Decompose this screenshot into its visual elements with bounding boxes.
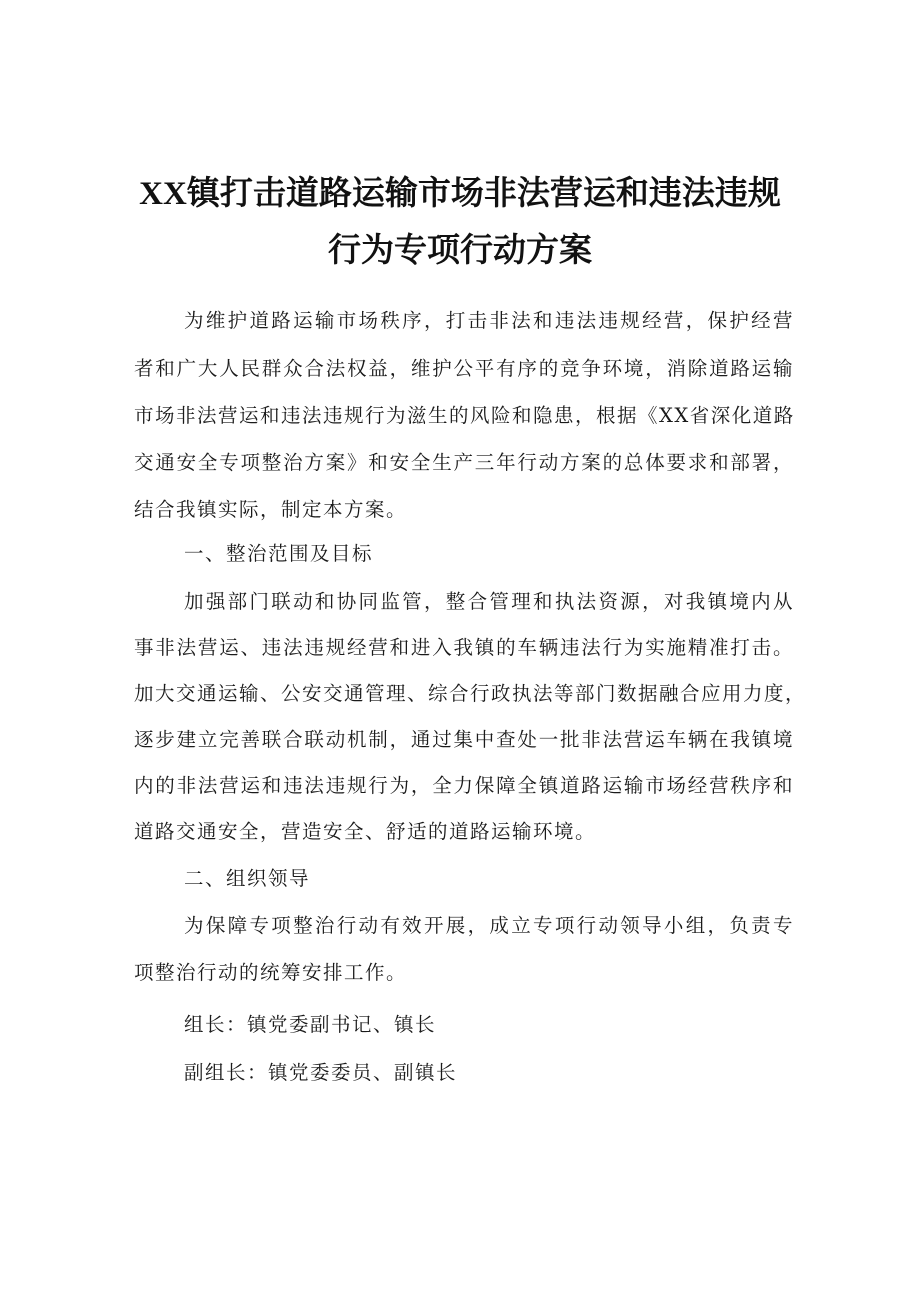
intro-line: 交通安全专项整治方案》和安全生产三年行动方案的总体要求和部署， xyxy=(134,451,794,474)
intro-line: 者和广大人民群众合法权益，维护公平有序的竞争环境，消除道路运输 xyxy=(134,357,794,380)
leader-line: 组长：镇党委副书记、镇长 xyxy=(184,1013,437,1036)
section-1-line: 加强部门联动和协同监管，整合管理和执法资源，对我镇境内从 xyxy=(184,590,794,613)
section-1-line: 道路交通安全，营造安全、舒适的道路运输环境。 xyxy=(134,820,597,843)
section-1-line: 逐步建立完善联合联动机制，通过集中查处一批非法营运车辆在我镇境 xyxy=(134,728,794,751)
section-1-line: 加大交通运输、公安交通管理、综合行政执法等部门数据融合应用力度， xyxy=(134,682,807,705)
intro-line: 结合我镇实际，制定本方案。 xyxy=(134,498,408,521)
section-2-line: 项整治行动的统筹安排工作。 xyxy=(134,961,408,984)
section-1-line: 内的非法营运和违法违规行为，全力保障全镇道路运输市场经营秩序和 xyxy=(134,774,794,797)
section-2-heading: 二、组织领导 xyxy=(184,867,311,890)
document-title-line-2: 行为专项行动方案 xyxy=(328,230,592,269)
title-line-1-rest: 镇打击道路运输市场非法营运和违法违规 xyxy=(186,173,781,212)
section-1-heading: 一、整治范围及目标 xyxy=(184,542,374,565)
section-2-line: 为保障专项整治行动有效开展，成立专项行动领导小组，负责专 xyxy=(184,914,794,937)
title-prefix: XX xyxy=(139,176,187,212)
deputy-leader-line: 副组长：镇党委委员、副镇长 xyxy=(184,1061,458,1084)
intro-line: 市场非法营运和违法违规行为滋生的风险和隐患，根据《XX省深化道路 xyxy=(134,404,795,427)
section-1-line: 事非法营运、违法违规经营和进入我镇的车辆违法行为实施精准打击。 xyxy=(134,636,794,659)
intro-line: 为维护道路运输市场秩序，打击非法和违法违规经营，保护经营 xyxy=(184,309,794,332)
document-title-line-1 xyxy=(110,173,810,214)
